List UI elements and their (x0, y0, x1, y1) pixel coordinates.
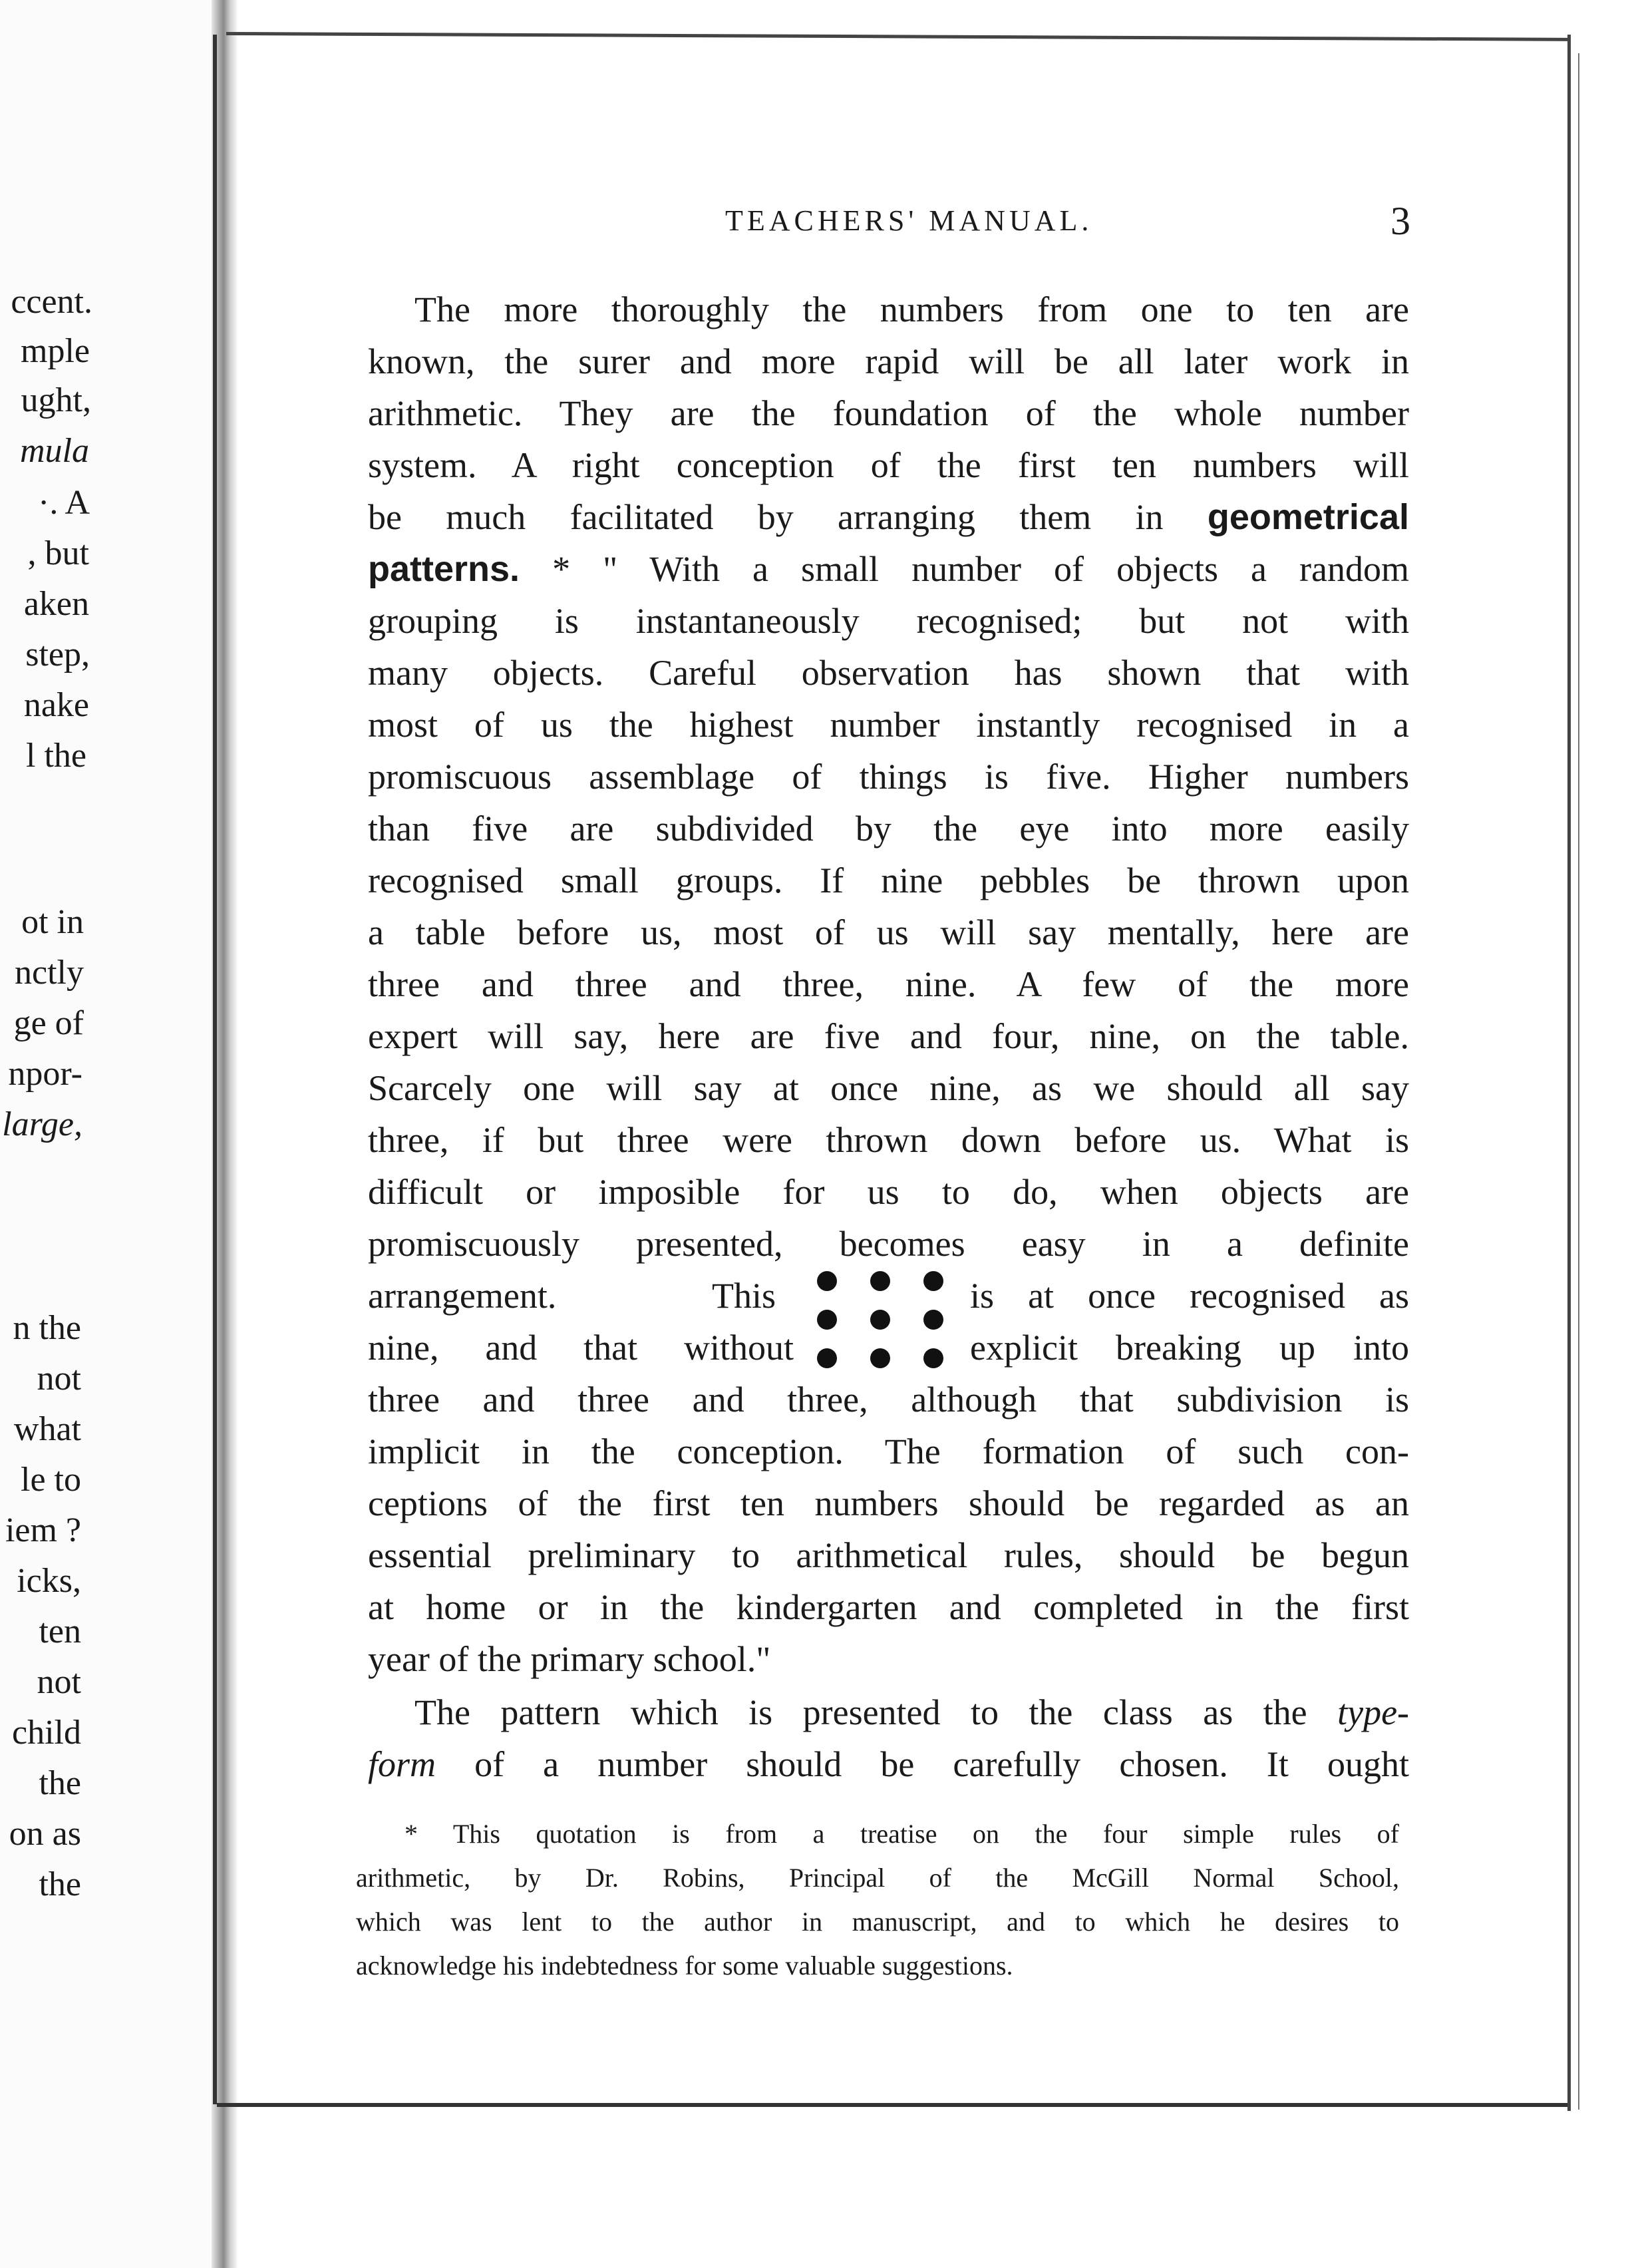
quote-start: * " With a small number of objects a random (552, 549, 1409, 589)
body-line: arrangement. (368, 1276, 557, 1316)
bold-term: patterns. (368, 549, 520, 589)
left-line: mula (20, 432, 89, 470)
body-line: a table before us, most of us will say mentally, here are (368, 912, 1409, 952)
page-edge-right (1567, 35, 1571, 2111)
left-line: nake (23, 686, 89, 724)
dot (870, 1271, 890, 1291)
nine-dot-pattern (817, 1271, 943, 1371)
body-line: known, the surer and more rapid will be all later work in (368, 341, 1409, 381)
body-line: most of us the highest number instantly recognised in a (368, 705, 1409, 745)
dot (923, 1348, 943, 1368)
left-line: le to (21, 1461, 81, 1499)
left-line: npor- (8, 1055, 82, 1093)
left-line: aken (23, 585, 89, 623)
footnote-line: arithmetic, by Dr. Robins, Principal of the McGill Normal School, (356, 1863, 1399, 1893)
left-line: what (13, 1410, 81, 1448)
body-line: system. A right conception of the first ten numbers will (368, 445, 1409, 485)
body-line: explicit breaking up into (970, 1328, 1409, 1368)
left-line: not (37, 1663, 81, 1701)
body-line: nine, and that without (368, 1328, 794, 1368)
body-line: three and three and three, although that subdivision is (368, 1380, 1409, 1419)
left-line: l the (26, 737, 86, 775)
left-line: large, (2, 1105, 82, 1143)
footnote-line: acknowledge his indebtedness for some valuable suggestions. (356, 1951, 1013, 1981)
left-line: ten (39, 1612, 81, 1650)
running-head: TEACHERS' MANUAL. (725, 204, 1093, 237)
page-edge-top (226, 32, 1570, 41)
left-line: ge of (13, 1004, 84, 1042)
body-line: The more thoroughly the numbers from one to ten are (414, 289, 1409, 329)
left-line: mple (21, 332, 90, 370)
bold-term: geometrical (1207, 497, 1409, 537)
body-line-text: The pattern which is presented to the class as the (414, 1692, 1307, 1732)
left-line: on as (9, 1815, 81, 1853)
body-line: at home or in the kindergarten and completed in the first (368, 1587, 1409, 1627)
body-line (368, 1746, 1409, 1782)
left-line: n the (13, 1309, 81, 1347)
body-line: grouping is instantaneously recognised; but not with (368, 601, 1409, 641)
page-edge-bottom (217, 2103, 1567, 2107)
dot (870, 1310, 890, 1330)
body-line: three and three and three, nine. A few of the more (368, 964, 1409, 1004)
footnote-line: * This quotation is from a treatise on the four simple rules of (405, 1819, 1399, 1849)
dot (817, 1310, 837, 1330)
body-line: promiscuous assemblage of things is five. Higher numbers (368, 757, 1409, 797)
body-line (368, 499, 1409, 535)
body-line: expert will say, here are five and four, nine, on the table. (368, 1016, 1409, 1056)
left-line: not (37, 1360, 81, 1398)
body-line-text: of a number should be carefully chosen. It ought (474, 1744, 1410, 1784)
italic-term: type- (1337, 1692, 1410, 1732)
left-line: child (12, 1714, 81, 1752)
left-line: ught, (21, 381, 91, 419)
left-line: , but (27, 534, 89, 572)
left-line: nctly (15, 954, 84, 992)
body-line: many objects. Careful observation has shown that with (368, 653, 1409, 693)
italic-term: form (368, 1744, 436, 1784)
left-line: the (39, 1764, 81, 1802)
page-number: 3 (1390, 199, 1410, 243)
left-line: the (39, 1865, 81, 1903)
left-line: ·. A (38, 484, 90, 522)
body-line (414, 1694, 1409, 1730)
body-line: arithmetic. They are the foundation of the whole number (368, 393, 1409, 433)
body-line: three, if but three were thrown down before us. What is (368, 1120, 1409, 1160)
left-line: ot in (21, 903, 84, 941)
left-line: icks, (17, 1562, 81, 1600)
body-line: This (712, 1276, 776, 1316)
body-line: Scarcely one will say at once nine, as we should all say (368, 1068, 1409, 1108)
body-line (368, 551, 1409, 587)
dot (817, 1271, 837, 1291)
body-line: essential preliminary to arithmetical rules, should be begun (368, 1535, 1409, 1575)
page-edge-left (213, 35, 217, 2104)
dot (923, 1271, 943, 1291)
dot (817, 1348, 837, 1368)
body-line: is at once recognised as (970, 1276, 1409, 1316)
footnote-line: which was lent to the author in manuscript, and to which he desires to (356, 1907, 1399, 1937)
left-line: step, (25, 636, 90, 673)
body-line-text: be much facilitated by arranging them in (368, 497, 1164, 537)
body-line: than five are subdivided by the eye into more easily (368, 809, 1409, 849)
body-line: recognised small groups. If nine pebbles be thrown upon (368, 860, 1409, 900)
page-edge-right-shadow (1578, 53, 1579, 2110)
body-line: year of the primary school." (368, 1639, 771, 1679)
dot (870, 1348, 890, 1368)
left-line: ccent. (11, 283, 92, 321)
body-line: ceptions of the first ten numbers should be regarded as an (368, 1483, 1409, 1523)
body-line: difficult or imposible for us to do, when objects are (368, 1172, 1409, 1212)
body-line: promiscuously presented, becomes easy in a definite (368, 1224, 1409, 1264)
dot (923, 1310, 943, 1330)
left-line: iem ? (5, 1511, 81, 1549)
body-line: implicit in the conception. The formation of such con- (368, 1431, 1409, 1471)
